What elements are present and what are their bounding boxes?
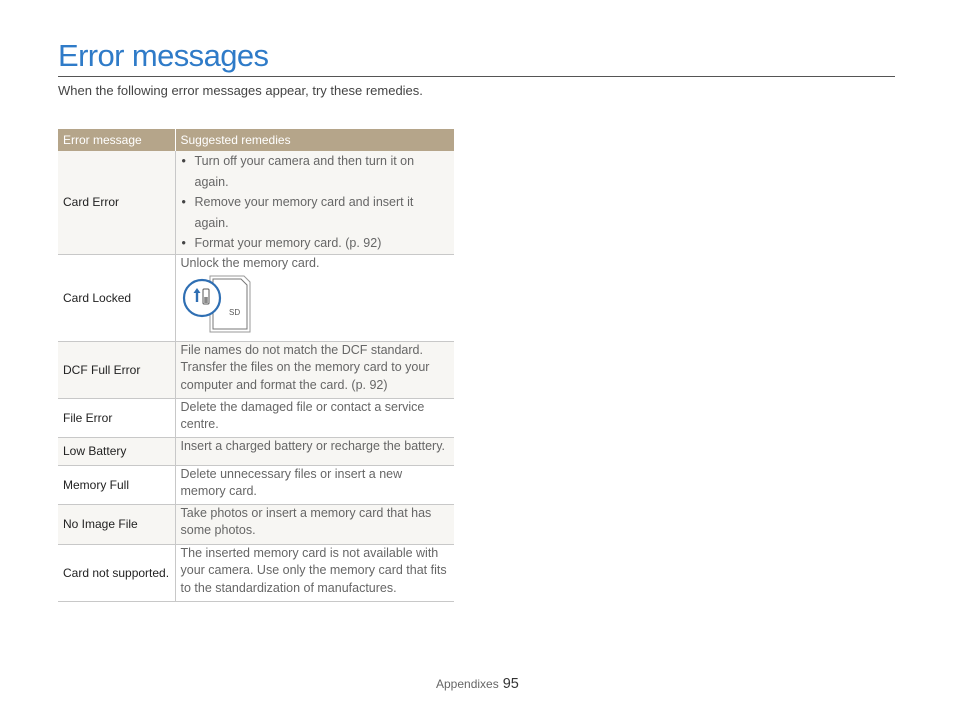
table-row [58,504,454,544]
table-row [58,544,454,601]
list-item: • Remove your memory card and insert it again. [181,192,450,233]
error-message-cell: Card Locked [58,254,175,341]
remedy-cell [175,151,454,254]
error-messages-table [58,129,454,602]
title-divider [58,76,895,77]
error-message-cell: File Error [58,398,175,437]
remedy-text: Unlock the memory card. [180,255,320,270]
error-message-cell: DCF Full Error [58,341,175,398]
table-header-row [58,129,454,151]
footer-section: Appendixes [436,677,499,691]
remedy-cell: Delete unnecessary files or insert a new memory card. [175,465,454,504]
header-error-message: Error message [58,129,175,151]
table-row [58,254,454,341]
error-message-cell: Memory Full [58,465,175,504]
error-message-cell: Low Battery [58,437,175,465]
remedy-cell [175,254,454,341]
table-row [58,341,454,398]
sd-card-lock-icon [181,274,265,338]
list-item: • Format your memory card. (p. 92) [181,233,450,254]
remedy-list [181,151,450,254]
header-suggested-remedies: Suggested remedies [175,129,454,151]
table-row [58,398,454,437]
intro-text: When the following error messages appear, try these remedies. [58,83,423,98]
error-message-cell: Card Error [58,151,175,254]
sd-label: SD [228,308,240,317]
remedy-cell: Delete the damaged file or contact a service centre. [175,398,454,437]
table-row [58,437,454,465]
page-title: Error messages [58,38,269,73]
error-message-cell: No Image File [58,504,175,544]
page-footer [436,676,519,692]
remedy-cell: Take photos or insert a memory card that has some photos. [175,504,454,544]
list-item: • Turn off your camera and then turn it on again. [181,151,450,192]
error-message-cell: Card not supported. [58,544,175,601]
table-row [58,465,454,504]
remedy-cell: The inserted memory card is not available with your camera. Use only the memory card that fits to the standardization of manufactures. [175,544,454,601]
page-number: 95 [502,676,519,692]
remedy-cell: Insert a charged battery or recharge the battery. [175,437,454,465]
remedy-cell: File names do not match the DCF standard. Transfer the files on the memory card to your computer and format the card. (p. 92) [175,341,454,398]
table-row [58,151,454,254]
